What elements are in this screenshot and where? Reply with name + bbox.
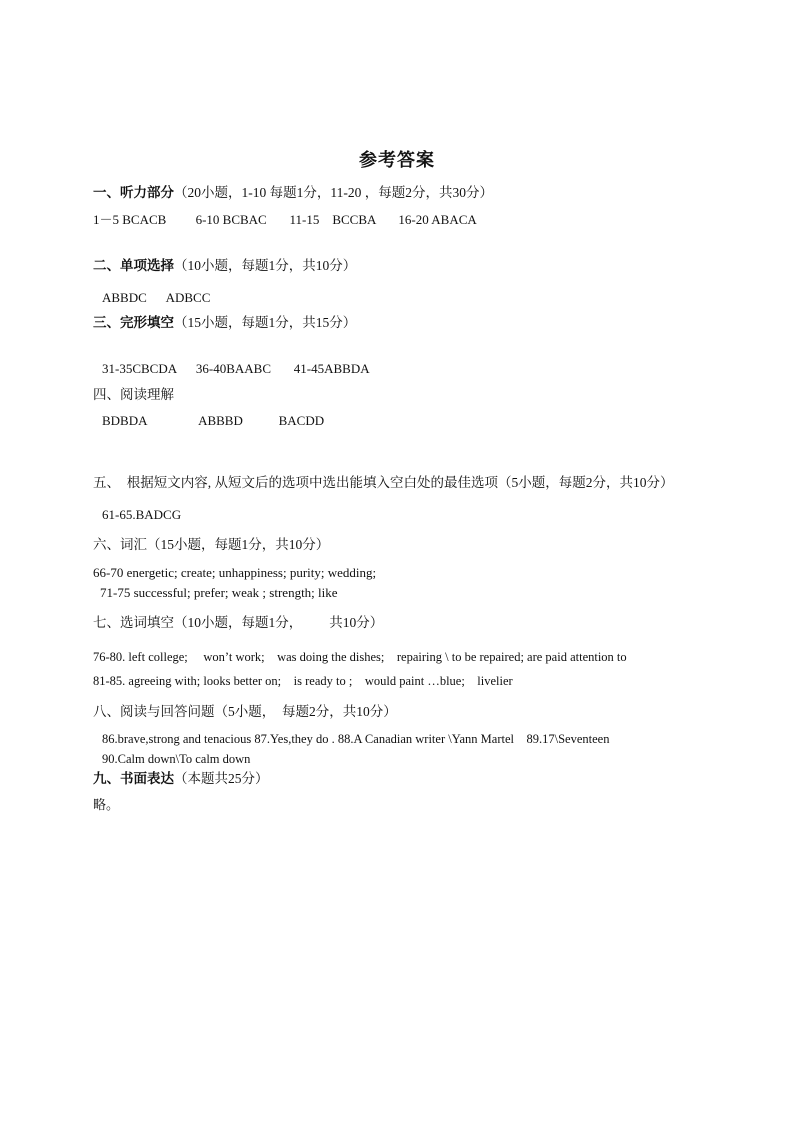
- section-5-heading: 五、 根据短文内容, 从短文后的选项中选出能填入空白处的最佳选项（5小题，每题2分，共10分）: [93, 475, 674, 490]
- section-9-heading: [93, 771, 269, 787]
- section-4-answers: BDBDA ABBBD BACDD: [102, 413, 325, 428]
- section-8-answers-1: 86.brave,strong and tenacious 87.Yes,they do . 88.A Canadian writer \Yann Martel 89.17\Seventeen: [102, 732, 610, 746]
- section-7-heading: 七、选词填空（10小题，每题1分， 共10分）: [93, 615, 384, 630]
- section-2-answers: ABBDC ADBCC: [102, 290, 211, 305]
- section-6-answers-2: 71-75 successful; prefer; weak ; strength; like: [100, 585, 338, 600]
- section-9-desc: （本题共25分）: [174, 771, 269, 786]
- section-1-heading: [93, 185, 493, 201]
- section-2-label: 二、单项选择: [93, 258, 174, 273]
- page-title: 参考答案: [359, 150, 435, 170]
- section-6-answers-1: 66-70 energetic; create; unhappiness; purity; wedding;: [93, 565, 377, 580]
- section-1-answers: 1－5 BCACB 6-10 BCBAC 11-15 BCCBA 16-20 ABACA: [93, 212, 477, 227]
- section-9-answers: 略。: [93, 797, 120, 812]
- section-6-heading: 六、词汇（15小题，每题1分，共10分）: [93, 537, 330, 552]
- section-9-label: 九、书面表达: [93, 771, 174, 786]
- section-8-answers-2: 90.Calm down\To calm down: [102, 752, 251, 766]
- section-7-answers-1: 76-80. left college; won’t work; was doing the dishes; repairing \ to be repaired; are paid attention to: [93, 650, 627, 664]
- section-3-answers: 31-35CBCDA 36-40BAABC 41-45ABBDA: [102, 361, 370, 376]
- section-3-heading: [93, 315, 356, 331]
- section-2-desc: （10小题，每题1分，共10分）: [174, 258, 357, 273]
- section-4-heading: 四、阅读理解: [93, 387, 174, 402]
- section-3-desc: （15小题，每题1分，共15分）: [174, 315, 357, 330]
- section-7-answers-2: 81-85. agreeing with; looks better on; is ready to ; would paint …blue; livelier: [93, 674, 513, 688]
- section-3-label: 三、完形填空: [93, 315, 174, 330]
- section-2-heading: [93, 258, 356, 274]
- section-5-answers: 61-65.BADCG: [102, 507, 182, 522]
- section-1-label: 一、听力部分: [93, 185, 174, 200]
- section-8-heading: 八、阅读与回答问题（5小题， 每题2分，共10分）: [93, 704, 397, 719]
- section-1-desc: （20小题，1-10 每题1分，11-20 ，每题2分，共30分）: [174, 185, 493, 200]
